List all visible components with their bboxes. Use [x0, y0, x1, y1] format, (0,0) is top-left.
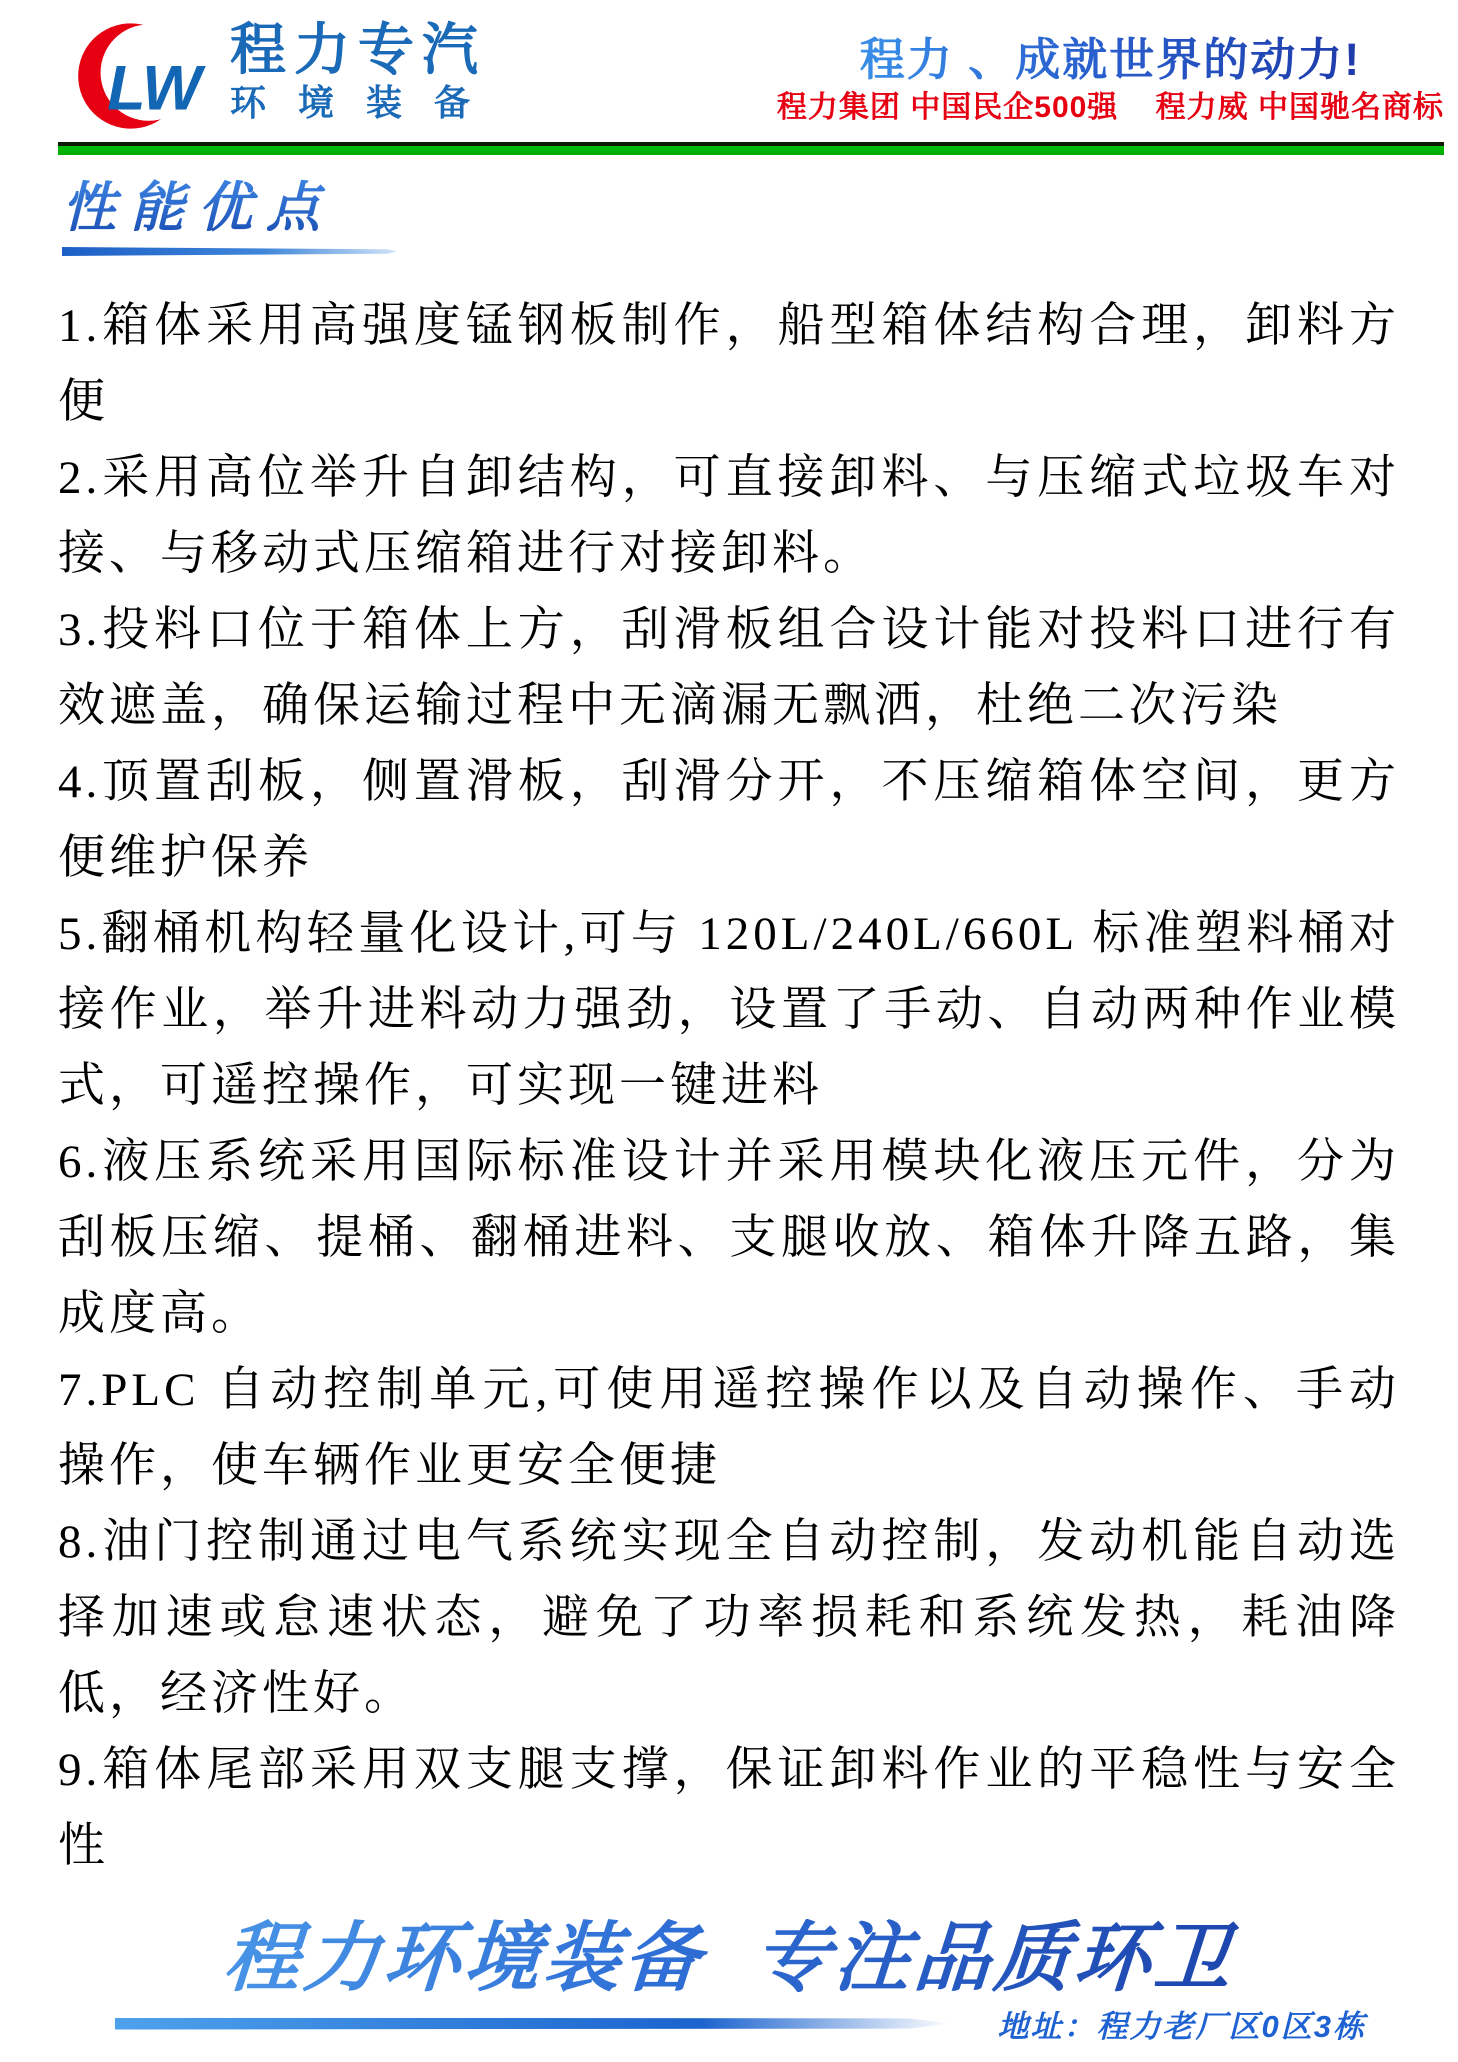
feature-item: 9.箱体尾部采用双支腿支撑，保证卸料作业的平稳性与安全性	[58, 1744, 1400, 1872]
feature-item: 3.投料口位于箱体上方，刮滑板组合设计能对投料口进行有效遮盖，确保运输过程中无滴漏无飘洒，杜绝二次污染	[58, 604, 1400, 732]
footer-sub-row	[0, 2001, 1458, 2046]
header-right	[777, 20, 1444, 126]
feature-item: 4.顶置刮板，侧置滑板，刮滑分开，不压缩箱体空间，更方便维护保养	[58, 756, 1400, 884]
feature-item: 7.PLC 自动控制单元,可使用遥控操作以及自动操作、手动操作，使车辆作业更安全便捷	[58, 1364, 1400, 1492]
brand-text	[230, 18, 503, 124]
feature-item: 8.油门控制通过电气系统实现全自动控制，发动机能自动选择加速或怠速状态，避免了功率损耗和系统发热，耗油降低，经济性好。	[58, 1516, 1400, 1720]
feature-item: 6.液压系统采用国际标准设计并采用模块化液压元件，分为刮板压缩、提桶、翻桶进料、支腿收放、箱体升降五路，集成度高。	[58, 1136, 1400, 1340]
brand-name: 程力专汽	[230, 18, 486, 81]
feature-item: 5.翻桶机构轻量化设计,可与 120L/240L/660L 标准塑料桶对接作业，举升进料动力强劲，设置了手动、自动两种作业模式，可遥控操作，可实现一键进料	[58, 908, 1400, 1112]
brand-block	[62, 18, 503, 132]
feature-item: 1.箱体采用高强度锰钢板制作，船型箱体结构合理，卸料方便	[58, 300, 1400, 428]
page-title: 性能优点	[62, 178, 334, 238]
footer-line-decoration	[115, 2018, 952, 2030]
feature-item: 2.采用高位举升自卸结构，可直接卸料、与压缩式垃圾车对接、与移动式压缩箱进行对接卸料。	[58, 452, 1400, 580]
footer-banner-text: 程力环境装备 专注品质环卫	[0, 1919, 1458, 1999]
brand-subname: 环境装备	[230, 82, 503, 123]
main-content	[0, 155, 1458, 1884]
title-underline-decoration	[62, 247, 397, 256]
feature-list	[0, 288, 1458, 1884]
footer	[0, 1916, 1458, 2062]
header	[0, 0, 1458, 138]
logo-letters: LW	[107, 53, 202, 124]
footer-address: 地址：程力老厂区0区3栋	[997, 2009, 1366, 2044]
tagline-text: 程力集团 中国民企500强 程力威 中国驰名商标	[776, 91, 1444, 124]
header-divider	[58, 142, 1444, 155]
company-logo-icon	[62, 20, 222, 132]
slogan-text: 程力 、成就世界的动力!	[777, 34, 1444, 86]
